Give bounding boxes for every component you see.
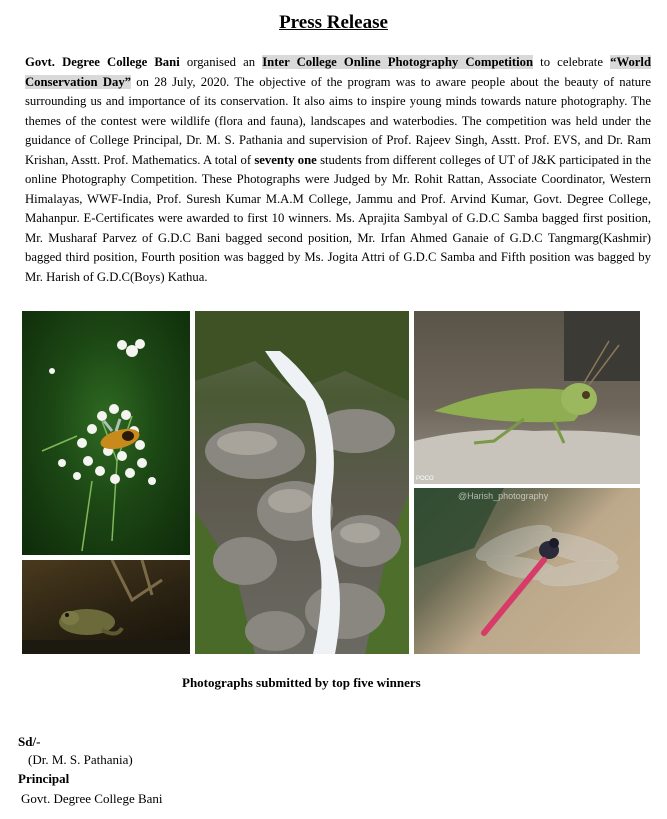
participant-count: seventy one (254, 152, 317, 167)
signatory-name: (Dr. M. S. Pathania) (28, 752, 133, 767)
body-text-1: organised an (179, 55, 263, 69)
photo-caption: Photographs submitted by top five winners (182, 675, 421, 690)
harish-watermark: @Harish_photography (458, 491, 549, 501)
signature-sd: Sd/- (18, 734, 41, 749)
photo-grasshopper (414, 311, 640, 484)
page-title: Press Release (279, 12, 388, 33)
frog-illustration (22, 560, 190, 654)
signatory-institution: Govt. Degree College Bani (21, 791, 163, 806)
body-text-2: to celebrate (533, 55, 611, 69)
body-text-4: students from different colleges of UT of J&K participated in the online Photography Competition. These Photographs were Judged by Mr. Rohit Rattan, Associate Coordinator, Western Himalayas, WWF-India, Prof. Suresh Kumar M.A.M College, Jammu and Prof. Arvind Kumar, Govt. Degree College, Mahanpur. E-Certificates were awarded to first 10 winners. Ms. Aprajita Sambyal of G.D.C Samba bagged first position, Mr. Musharaf Parvez of G.D.C Bani bagged second position, Mr. Irfan Ahmed Ganaie of G.D.C Tangmarg(Kashmir) bagged third position, Fourth position was bagged by Ms. Jogita Attri of G.D.C Samba and Fifth position was bagged by Mr. Harish of G.D.C(Boys) Kathua. (25, 152, 651, 284)
signatory-designation: Principal (18, 771, 70, 786)
press-release-body (25, 53, 651, 298)
body-text-3: on 28 July, 2020. The objective of the program was to aware people about the beauty of nature surrounding us and importance of its conservation. It also aims to inspire young minds towards nature photography. The themes of the contest were wildlife (flora and fauna), landscapes and waterbodies. The competition was held under the guidance of College Principal, Dr. M. S. Pathania and supervision of Prof. Rajeev Singh, Asstt. Prof. EVS, and Dr. Ram Krishan, Asstt. Prof. Mathematics. A total of (25, 74, 651, 167)
photo-flowers-bee (22, 311, 190, 555)
photo-waterfall (195, 311, 409, 654)
flowers-bee-illustration (22, 311, 190, 555)
college-name: Govt. Degree College Bani (25, 55, 180, 69)
event-name: “World Conservation Day” (25, 55, 651, 89)
photo-dragonfly (414, 488, 640, 654)
competition-name: Inter College Online Photography Competition (262, 55, 534, 69)
poco-watermark: POCO (416, 476, 434, 482)
grasshopper-illustration (414, 311, 640, 484)
photo-frog (22, 560, 190, 654)
dragonfly-illustration (414, 488, 640, 654)
waterfall-illustration (195, 311, 409, 654)
